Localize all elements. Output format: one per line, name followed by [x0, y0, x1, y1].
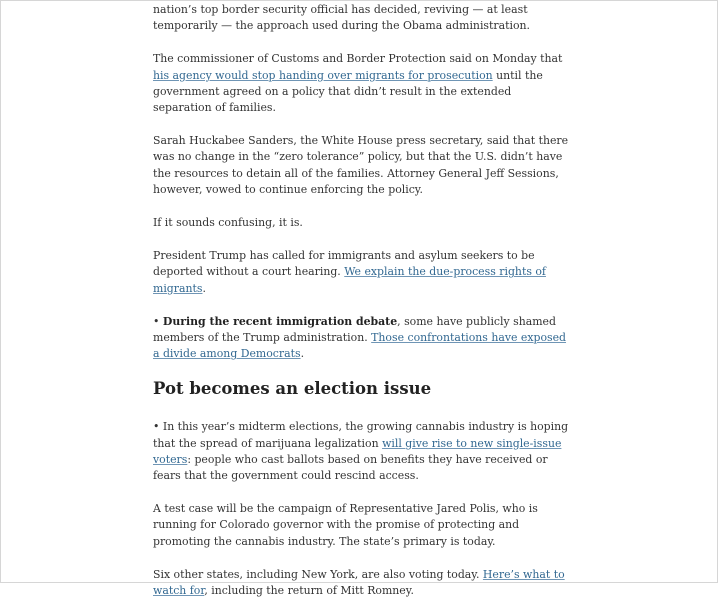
paragraph-cbp-commissioner [153, 51, 573, 116]
link-due-process-rights[interactable]: We explain the due-process rights of migrants [153, 265, 546, 295]
paragraph-sanders-statement: Sarah Huckabee Sanders, the White House press secretary, said that there was no change in the “zero tolerance” policy, but that the U.S. didn’t have the resources to detain all of the families. Attorney General Jeff Sessions, however, vowed to continue enforcing the policy. [153, 134, 569, 196]
paragraph-text: . [300, 347, 305, 361]
link-stop-handing-over-migrants[interactable]: his agency would stop handing over migrants for prosecution [153, 68, 493, 82]
paragraph-text: Six other states, including New York, are also voting today. [153, 567, 483, 581]
paragraph-text: . [202, 281, 206, 295]
link-single-issue-voters[interactable]: will give rise to new single-issue voters [153, 436, 562, 466]
paragraph-immigration-debate [153, 314, 573, 363]
paragraph-other-states [153, 567, 573, 599]
paragraph-text: The commissioner of Customs and Border Protection said on Monday that [153, 52, 563, 66]
paragraph-text: : people who cast ballots based on benefits they have received or fears that the government could rescind access. [153, 452, 548, 483]
paragraph-cannabis-industry [153, 419, 573, 484]
paragraph-text: • In this year’s midterm elections, the growing cannabis industry is hoping that the spread of marijuana legalization [153, 420, 569, 450]
paragraph-confusing: If it sounds confusing, it is. [153, 216, 303, 230]
section-heading: Pot becomes an election issue [153, 379, 432, 399]
paragraph-jared-polis: A test case will be the campaign of Representative Jared Polis, who is running for Colorado governor with the promise of protecting and promoting the cannabis industry. The state’s primary is today. [153, 502, 538, 548]
link-divide-among-democrats[interactable]: Those confrontations have exposed a divide among Democrats [153, 331, 567, 361]
bullet-marker: • [153, 314, 163, 328]
paragraph-text: until the government agreed on a policy that didn’t result in the extended separation of families. [153, 68, 543, 115]
paragraph-deportation [153, 248, 573, 297]
article-body [153, 2, 573, 616]
link-what-to-watch-for[interactable]: Here’s what to watch for [153, 567, 565, 598]
paragraph-text: , including the return of Mitt Romney. [204, 584, 414, 598]
paragraph-text: President Trump has called for immigrants and asylum seekers to be deported without a court hearing. [153, 249, 535, 279]
paragraph-text: , some have publicly shamed members of the Trump administration. [153, 314, 556, 345]
paragraph-border-official: nation’s top border security official has decided, reviving — at least temporarily — the approach used during the Obama administration. [153, 3, 530, 33]
bold-lead-in: During the recent immigration debate [162, 314, 398, 328]
